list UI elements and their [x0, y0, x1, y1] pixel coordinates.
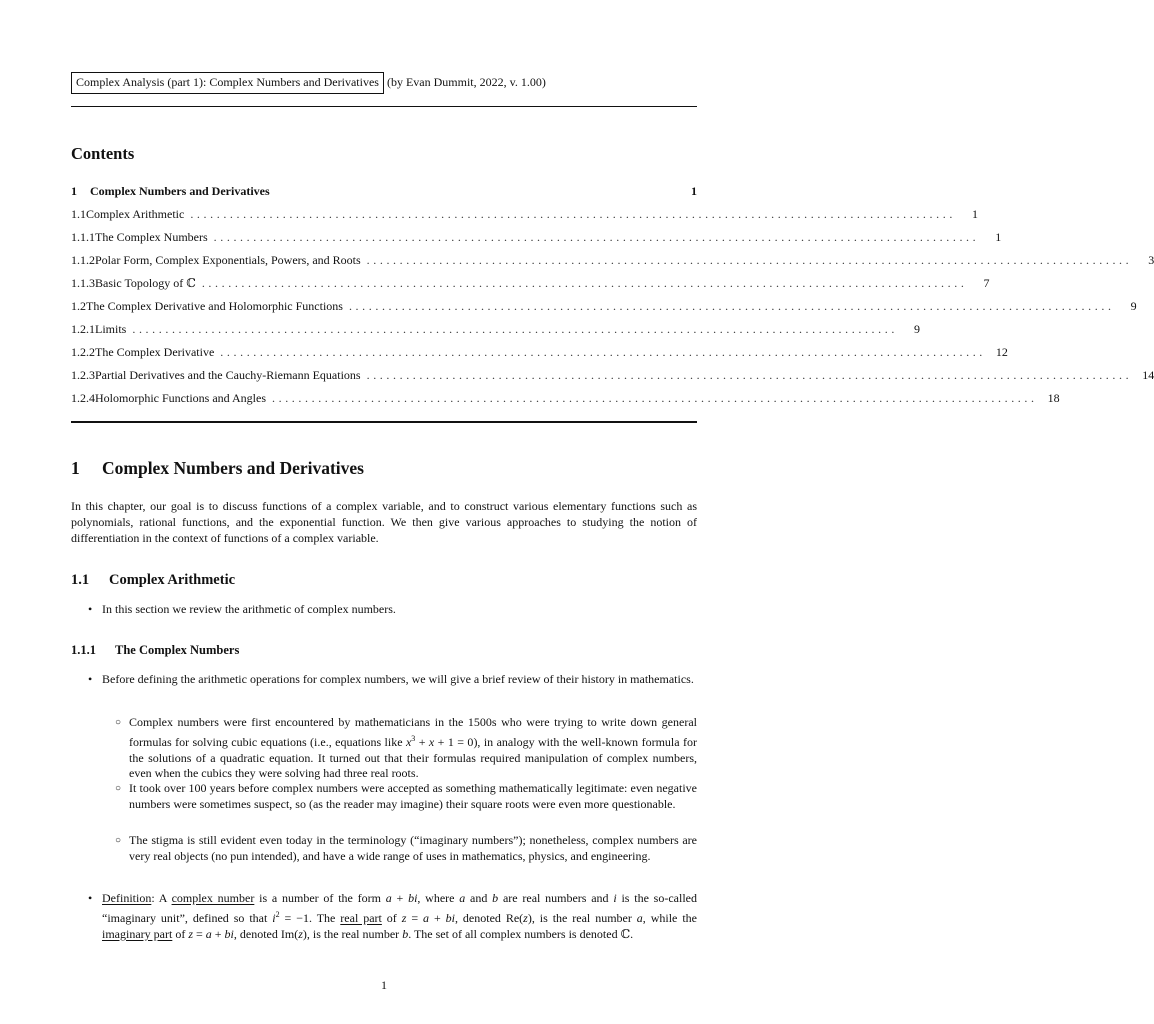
toc-entry-title: Limits [95, 322, 127, 336]
boxed-title: Complex Analysis (part 1): Complex Numbers and Derivatives [71, 72, 384, 94]
definition-text: Definition: A complex number is a number of the form a + bi, where a and b are real numbers and i is the so-called “imaginary unit”, defined so that $i^2 = -1$. The real part of z = a + bi, denoted Re(z), is the real number a, while the imaginary part of z = a + bi, denoted Im(z), is the real number b. The set of all complex numbers is denoted ℂ. [102, 891, 697, 941]
toc-entry-page: 9 [913, 322, 920, 336]
section-heading [71, 458, 364, 479]
toc-entry-page: 9 [1130, 299, 1137, 313]
toc-entry-title: Complex Numbers and Derivatives [90, 184, 270, 198]
toc-leader-dots: .................................................................................................................... [366, 368, 1133, 382]
toc-entry-page: 12 [995, 345, 1008, 359]
bullet-item [88, 602, 697, 618]
subsubsection-title: The Complex Numbers [115, 643, 240, 657]
toc-entry-1-1-2[interactable] [71, 253, 1154, 269]
subsubsection-heading [71, 643, 239, 658]
toc-leader-dots: .................................................................................................................... [132, 322, 898, 336]
toc-entry-1-2[interactable] [71, 299, 1137, 315]
toc-entry-number: 1.1 [71, 207, 86, 221]
sub-bullet-item [115, 781, 697, 813]
toc-entry-number: 1.2.4 [71, 391, 95, 405]
toc-entry-number: 1.1.2 [71, 253, 95, 267]
toc-entry-number: 1 [71, 184, 77, 198]
term-real-part: real part [340, 910, 382, 925]
sub-bullet-item [115, 715, 697, 782]
toc-leader-dots: .................................................................................................................... [213, 230, 980, 244]
toc-entry-1-1-1[interactable] [71, 230, 1002, 246]
toc-entry-title: The Complex Derivative and Holomorphic Functions [86, 299, 343, 313]
bullet-text: In this section we review the arithmetic of complex numbers. [102, 602, 396, 616]
toc-entry-number: 1.1.1 [71, 230, 95, 244]
toc-leader-dots: .................................................................................................................... [201, 276, 968, 290]
bullet-icon: • [88, 891, 93, 905]
toc-entry-number: 1.2.1 [71, 322, 95, 336]
toc-entry-title: Complex Arithmetic [86, 207, 185, 221]
toc-leader-dots: .................................................................................................................... [348, 299, 1115, 313]
text-span: ), in analogy with the well-known formula for the solutions of a quadratic equation. It turned out that their formulas required manipulation of complex numbers, even when the cubics they were solving had three real roots. [129, 734, 697, 781]
circle-bullet-icon: ○ [115, 717, 122, 728]
toc-entry-number: 1.2.2 [71, 345, 95, 359]
toc-entry-title: Partial Derivatives and the Cauchy-Riemann Equations [95, 368, 361, 382]
term-imaginary-part: imaginary part [102, 926, 173, 941]
text-span: Complex numbers were first encountered by mathematicians in the 1500s who were trying to write down general formulas for solving cubic equations (i.e., equations like [129, 715, 697, 749]
toc-entry-1-2-2[interactable] [71, 345, 1008, 361]
sub-bullet-text: It took over 100 years before complex numbers were accepted as something mathematically legitimate: even negative numbers were sometimes suspect, so (as the reader may imagine) their square roots were even more questionable. [129, 781, 697, 811]
toc-entry-page: 1 [971, 207, 978, 221]
toc-entry-page: 3 [1148, 253, 1154, 267]
toc-entry-1-2-3[interactable] [71, 368, 1154, 384]
header-rule [71, 106, 697, 107]
circle-bullet-icon: ○ [115, 783, 122, 794]
subsection-number: 1.1 [71, 572, 90, 588]
document-header [71, 72, 546, 94]
page-number: 1 [381, 978, 387, 992]
subsection-heading [71, 572, 235, 589]
toc-entry-title: Polar Form, Complex Exponentials, Powers, and Roots [95, 253, 361, 267]
section-intro-paragraph: In this chapter, our goal is to discuss functions of a complex variable, and to construct various elementary functions such as polynomials, rational functions, and the exponential function. We then give various approaches to studying the notion of differentiation in the context of functions of a complex variable. [71, 499, 697, 545]
sub-bullet-text: Complex numbers were first encountered by mathematicians in the 1500s who were trying to write down general formulas for solving cubic equations (i.e., equations like $x^3 + x + 1 = 0$), in analogy with the well-known formula for the solutions of a quadratic equation. It turned out that their formulas required manipulation of complex numbers, even when the cubics they were solving had three real roots. [129, 715, 697, 781]
definition-label: Definition [102, 891, 152, 905]
toc-entry-title: The Complex Derivative [95, 345, 215, 359]
toc-entry-title: Basic Topology of ℂ [95, 276, 196, 290]
bullet-item [88, 672, 697, 688]
toc-leader-dots: .................................................................................................................... [190, 207, 956, 221]
subsection-title: Complex Arithmetic [109, 572, 236, 588]
toc-leader-dots: .................................................................................................................... [366, 253, 1133, 267]
toc-entry-title: Holomorphic Functions and Angles [95, 391, 266, 405]
subsubsection-number: 1.1.1 [71, 643, 96, 657]
term-complex-number: complex number [171, 891, 255, 905]
toc-entry-number: 1.1.3 [71, 276, 95, 290]
math-inline: x [405, 734, 412, 749]
bullet-icon: • [88, 672, 93, 686]
contents-heading: Contents [71, 144, 135, 163]
toc-entry-number: 1.2.3 [71, 368, 95, 382]
definition-bullet [88, 891, 697, 942]
section-number: 1 [71, 458, 80, 478]
toc-entry-page: 18 [1047, 391, 1060, 405]
toc-entry-1-1-3[interactable] [71, 276, 990, 292]
toc-leader-dots: .................................................................................................................... [272, 391, 1038, 405]
contents-rule [71, 421, 697, 423]
bullet-text: Before defining the arithmetic operations for complex numbers, we will give a brief review of their history in mathematics. [102, 672, 694, 686]
bullet-icon: • [88, 602, 93, 616]
toc-entry-page: 14 [1142, 368, 1154, 382]
byline: (by Evan Dummit, 2022, v. 1.00) [386, 75, 546, 89]
section-title: Complex Numbers and Derivatives [102, 458, 364, 478]
toc-entry-page: 1 [691, 184, 697, 198]
toc-entry-1[interactable] [71, 184, 697, 200]
toc-entry-title: The Complex Numbers [95, 230, 208, 244]
toc-entry-1-2-4[interactable] [71, 391, 1060, 407]
circle-bullet-icon: ○ [115, 835, 122, 846]
toc-entry-page: 7 [983, 276, 990, 290]
sub-bullet-item [115, 833, 697, 865]
toc-entry-1-2-1[interactable] [71, 322, 920, 338]
sub-bullet-text: The stigma is still evident even today in the terminology (“imaginary numbers”); nonetheless, complex numbers are very real objects (no pun intended), and have a wide range of uses in mathematics, physics, and engineering. [129, 833, 697, 863]
toc-leader-dots: .................................................................................................................... [220, 345, 986, 359]
toc-entry-number: 1.2 [71, 299, 86, 313]
toc-entry-page: 1 [995, 230, 1002, 244]
toc-entry-1-1[interactable] [71, 207, 978, 223]
